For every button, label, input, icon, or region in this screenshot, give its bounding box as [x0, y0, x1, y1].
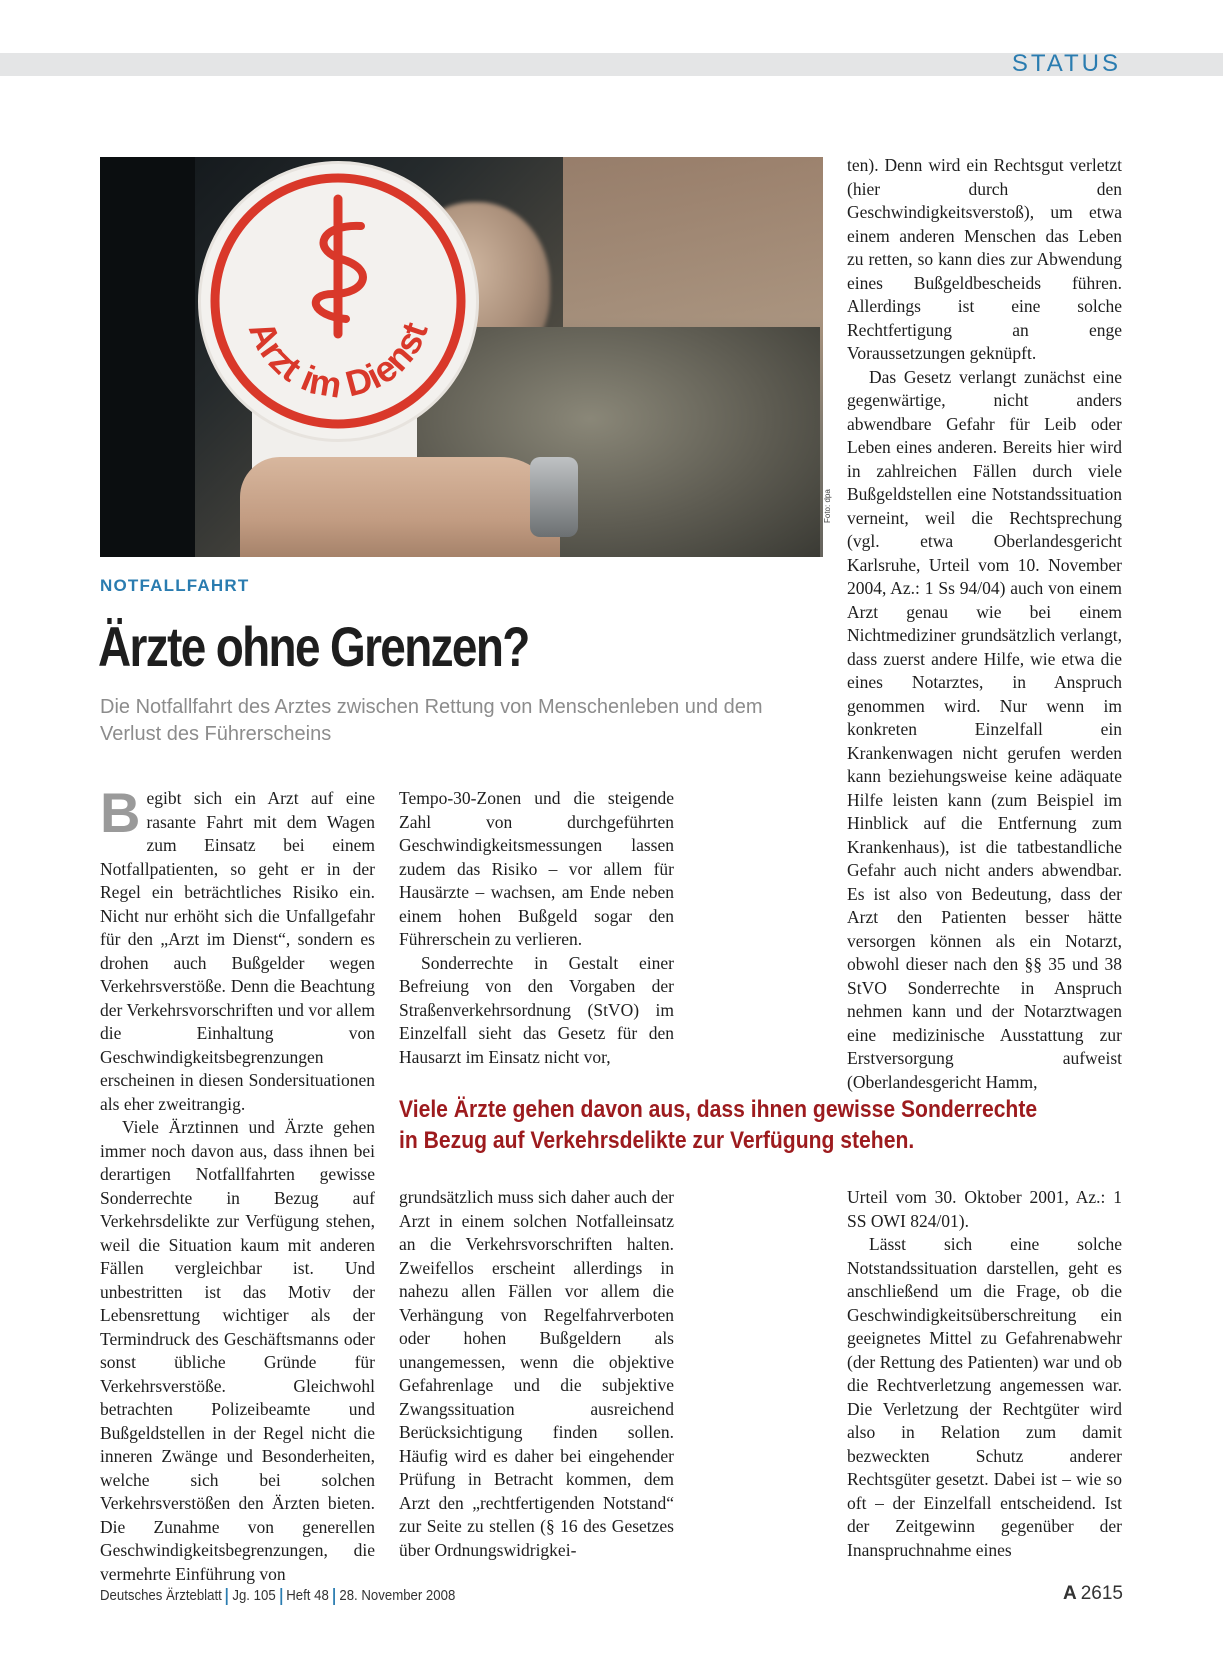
footer-separator — [226, 1588, 228, 1605]
drop-cap: B — [100, 781, 141, 844]
page-number-value: 2615 — [1080, 1583, 1123, 1604]
paragraph: grundsätzlich muss sich daher auch der Arzt in einem solchen Notfalleinsatz an die Verkehrsvorschriften halten. Zweifellos erscheint allerdings in nahezu allen Fällen vor allem die Verhängung von Regelfahrverboten oder hohen Bußgeldern als unangemessen, wenn die objektive Gefahrenlage und die subjektive Zwangssituation ausreichend Berücksichtigung finden sollen. Häufig wird es daher bei eingehender Prüfung in Betracht kommen, dem Arzt den „rechtfertigenden Notstand“ zur Seite zu stellen (§ 16 des Gesetzes über Ordnungswidrigkei- — [399, 1187, 674, 1560]
paragraph: Urteil vom 30. Oktober 2001, Az.: 1 SS OWI 824/01). — [847, 1187, 1122, 1231]
paragraph-text: egibt sich ein Arzt auf eine rasante Fahrt mit dem Wagen zum Einsatz bei einem Notfallpatienten, so geht er in der Regel ein beträchtliches Risiko ein. Nicht nur erhöht sich die Unfallgefahr für den „Arzt im Dienst“, sondern es drohen auch Bußgelder wegen Verkehrsverstöße. Denn die Beachtung der Verkehrsvorschriften und vor allem die Einhaltung von Geschwindigkeitsbegrenzungen erscheinen in diesen Sondersituationen als eher zweitrangig. — [100, 788, 375, 1114]
page-footer — [100, 1587, 455, 1605]
paragraph: Lässt sich eine solche Notstandssituation darstellen, geht es anschließend um die Frage, ob die Geschwindigkeitsüberschreitung ein geeignetes Mittel zu Gefahrenabwehr (der Rettung des Patienten) war und ob die Rechtverletzung angemessen war. Die Verletzung der Rechtgüter wird also in Relation zum damit bezweckten Schutz anderer Rechtsgüter gesetzt. Dabei ist – wie so oft – der Einzelfall entscheidend. Ist der Zeitgewinn gegenüber der Inanspruchnahme eines — [847, 1234, 1122, 1560]
paragraph: Tempo-30-Zonen und die steigende Zahl von durchgeführten Geschwindigkeitsmessungen lassen zudem das Risiko – vor allem für Hausärzte – wachsen, am Ende neben einem hohen Bußgeld sogar den Führerschein zu verlieren. — [399, 788, 674, 949]
pull-quote: Viele Ärzte gehen davon aus, dass ihnen gewisse Sonderrechte in Bezug auf Verkehrsdelikte zur Verfügung stehen. — [399, 1096, 1038, 1154]
paragraph: ten). Denn wird ein Rechtsgut verletzt (hier durch den Geschwindigkeitsverstoß), um etwa einem anderen Menschen das Leben zu retten, so kann dies zur Abwendung eines Bußgeldbescheids führen. Allerdings ist eine solche Rechtfertigung an enge Voraussetzungen geknüpft. — [847, 155, 1122, 363]
section-label: STATUS — [1011, 50, 1121, 77]
article-photo — [100, 157, 823, 557]
photo-car-window — [100, 157, 195, 557]
sign-text: Arzt im Dienst — [240, 315, 436, 406]
paragraph: Das Gesetz verlangt zunächst eine gegenwärtige, nicht anders abwendbare Gefahr für Leib oder Leben eines anderen. Bereits hier wird in zahlreichen Fällen durch viele Bußgeldstellen eine Notstandssituation verneint, weil die Rechtsprechung (vgl. etwa Oberlandesgericht Karlsruhe, Urteil vom 10. November 2004, Az.: 1 Ss 94/04) auch von einem Arzt genau wie bei einem Nichtmediziner grundsätzlich verlangt, dass zuerst andere Hilfe, wie etwa die eines Notarztes, in Anspruch genommen wird. Nur wenn im konkreten Einzelfall ein Krankenwagen nicht gerufen werden kann beziehungsweise keine adäquate Hilfe leisten kann (zum Beispiel im Hinblick auf die Entfernung zum Krankenhaus), ist die tatbestandliche Gefahr auch nicht anders abwendbar. Es ist also von Bedeutung, dass der Arzt den Patienten besser hätte versorgen können als ein Notarzt, obwohl dieser nach den §§ 35 und 38 StVO Sonderrechte in Anspruch nehmen kann und der Notarztwagen eine medizinische Ausstattung zur Erstversorgung aufweist (Oberlandesgericht Hamm, — [847, 366, 1122, 1092]
page-prefix: A — [1062, 1583, 1077, 1604]
body-column-2-bottom — [399, 1186, 674, 1562]
page-number — [1063, 1583, 1123, 1605]
arzt-im-dienst-sign — [198, 161, 479, 442]
footer-separator — [280, 1588, 282, 1605]
journal-volume: Jg. 105 — [232, 1587, 276, 1604]
body-column-2-top — [399, 787, 674, 1069]
photo-credit: Foto: dpa — [823, 489, 832, 523]
paragraph — [100, 781, 375, 1116]
body-column-1 — [100, 781, 375, 1586]
journal-date: 28. November 2008 — [339, 1587, 456, 1604]
article-kicker: NOTFALLFAHRT — [100, 576, 250, 595]
body-column-3-top — [847, 154, 1122, 1094]
article-subtitle: Die Notfallfahrt des Arztes zwischen Rettung von Menschenleben und dem Verlust des Führerscheins — [100, 696, 763, 745]
paragraph: Sonderrechte in Gestalt einer Befreiung von den Vorgaben der Straßenverkehrsordnung (StVO) im Einzelfall sieht das Gesetz für den Hausarzt im Einsatz nicht vor, — [399, 952, 674, 1067]
photo-watch — [530, 457, 578, 537]
sign-emblem — [201, 164, 476, 439]
article-headline: Ärzte ohne Grenzen? — [98, 615, 529, 678]
footer-separator — [333, 1588, 335, 1605]
photo-hand — [240, 457, 560, 557]
journal-name: Deutsches Ärzteblatt — [100, 1587, 222, 1604]
paragraph: Viele Ärztinnen und Ärzte gehen immer noch davon aus, dass ihnen bei derartigen Notfallfahrten gewisse Sonderrechte in Bezug auf Verkehrsdelikte zur Verfügung stehen, weil die Situation kaum mit anderen Fällen vergleichbar ist. Und unbestritten ist das Motiv der Lebensrettung wichtiger als der Termindruck des Geschäftsmanns oder sonst übliche Gründe für Verkehrsverstöße. Gleichwohl betrachten Polizeibeamte und Bußgeldstellen in der Regel nicht die inneren Zwänge und Besonderheiten, welche sich bei solchen Verkehrsverstößen den Ärzten bieten. Die Zunahme von generellen Geschwindigkeitsbegrenzungen, die vermehrte Einführung von — [100, 1117, 375, 1584]
body-column-3-bottom — [847, 1186, 1122, 1562]
journal-issue: Heft 48 — [286, 1587, 329, 1604]
